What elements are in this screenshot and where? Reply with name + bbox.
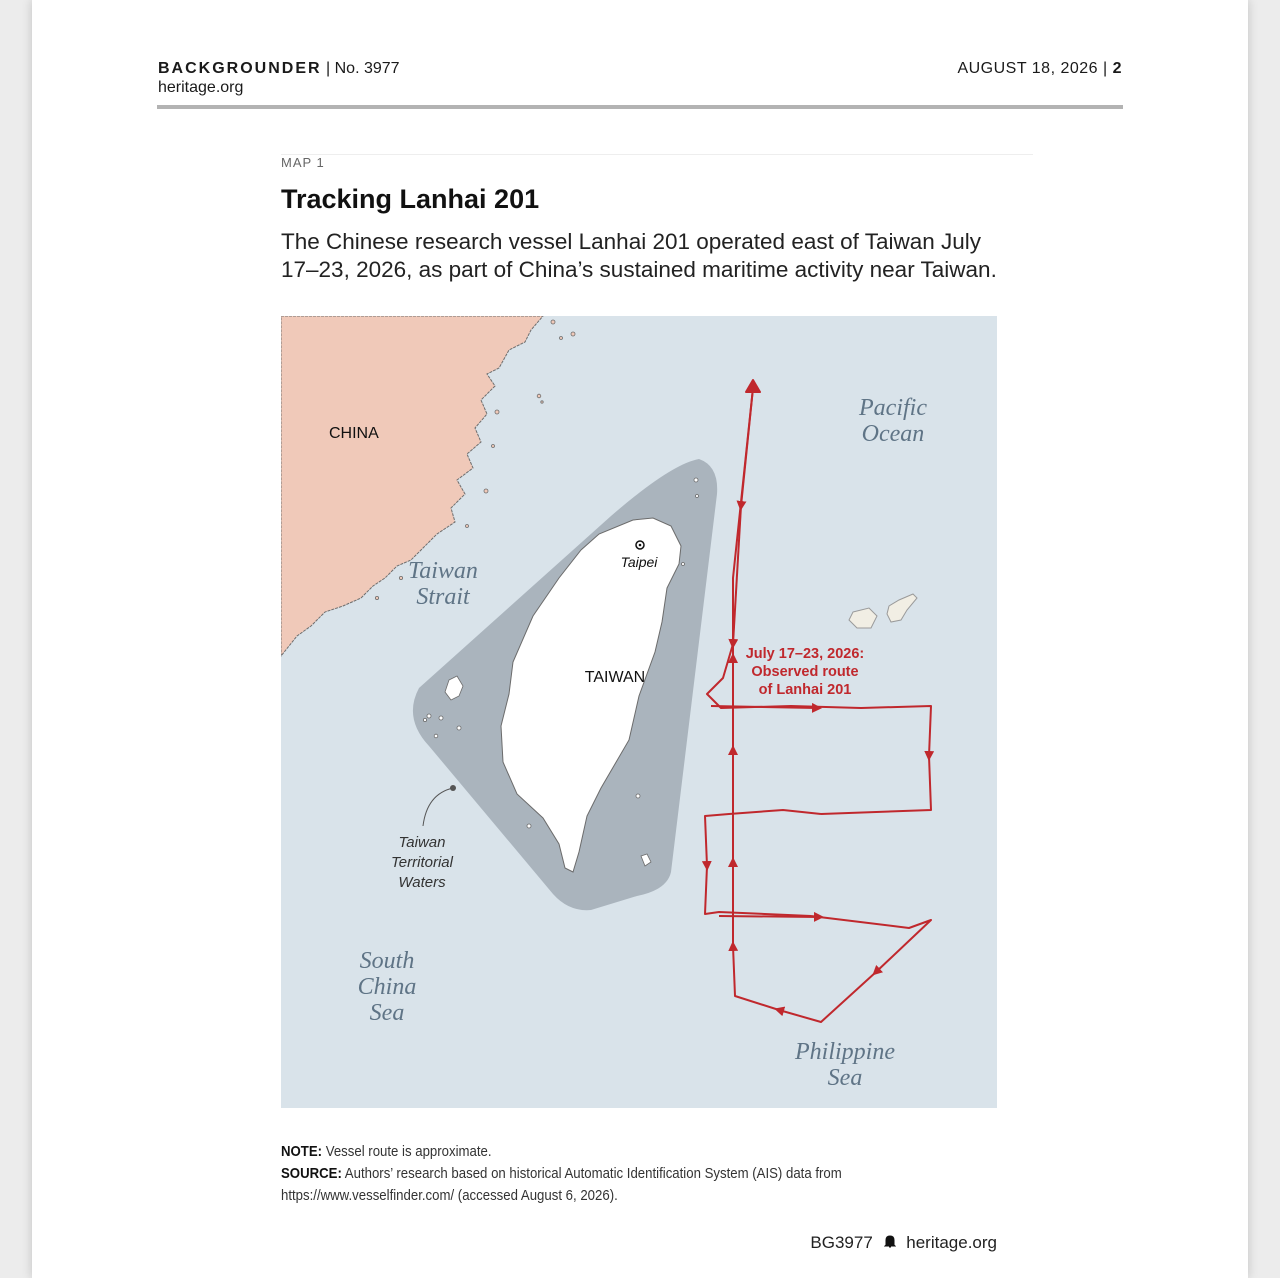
taipei-marker-dot (639, 544, 642, 547)
publication-date: AUGUST 18, 2026 (957, 60, 1099, 77)
taiwan-strait-label-line1: Taiwan (408, 558, 478, 584)
south-china-sea-label-line2: China (357, 974, 417, 1000)
map-subtitle: The Chinese research vessel Lanhai 201 operated east of Taiwan July 17–23, 2026, as part of China’s sustained maritime activity near Taiwan. (281, 229, 997, 282)
map-svg (281, 316, 997, 1108)
philippine-sea-label-line1: Philippine (795, 1039, 895, 1065)
footer-code: BG3977 (810, 1233, 873, 1252)
map-title: Tracking Lanhai 201 (281, 184, 540, 214)
series-name: BACKGROUNDER (158, 60, 322, 77)
south-china-sea-label-line1: South (359, 948, 415, 974)
page-number: 2 (1112, 60, 1122, 77)
page-footer (810, 1233, 997, 1253)
pacific-ocean-label-line1: Pacific (859, 395, 927, 421)
taipei-label: Taipei (620, 554, 658, 570)
pacific-ocean-label-line2: Ocean (861, 421, 925, 447)
header-right: AUGUST 18, 2026 | 2 (957, 60, 1122, 77)
map-figure (281, 316, 997, 1108)
route-label-line1: July 17–23, 2026: (745, 646, 865, 662)
map-notes (281, 1141, 932, 1207)
issue-number: No. 3977 (334, 60, 400, 77)
route-label-line3: of Lanhai 201 (758, 682, 852, 698)
south-china-sea-label-line3: Sea (369, 1000, 405, 1026)
note-text: Vessel route is approximate. (322, 1143, 492, 1160)
header-divider (157, 105, 1123, 109)
taiwan-strait-label-line2: Strait (416, 584, 470, 610)
map-label: MAP 1 (281, 155, 325, 170)
header-site: heritage.org (158, 79, 244, 96)
bell-icon (884, 1233, 896, 1253)
source-label: SOURCE: (281, 1165, 342, 1182)
source-text: Authors’ research based on historical Automatic Identification System (AIS) data from https://www.vesselfinder.com/ (accessed August 6, 2026). (281, 1165, 842, 1204)
territorial-waters-label-line2: Territorial (391, 854, 453, 871)
china-label: CHINA (329, 425, 379, 442)
map-divider (281, 154, 1033, 155)
territorial-waters-label-line1: Taiwan (398, 834, 446, 851)
philippine-sea-label-line2: Sea (827, 1065, 863, 1091)
footer-site: heritage.org (906, 1233, 997, 1252)
taiwan-label: TAIWAN (584, 669, 646, 686)
note-label: NOTE: (281, 1143, 323, 1160)
territorial-waters-label-line3: Waters (398, 874, 446, 891)
header-left: BACKGROUNDER | No. 3977 heritage.org (158, 60, 400, 96)
route-label-line2: Observed route (751, 664, 859, 680)
territorial-waters-leader-dot (450, 785, 456, 791)
document-page (32, 0, 1248, 1278)
